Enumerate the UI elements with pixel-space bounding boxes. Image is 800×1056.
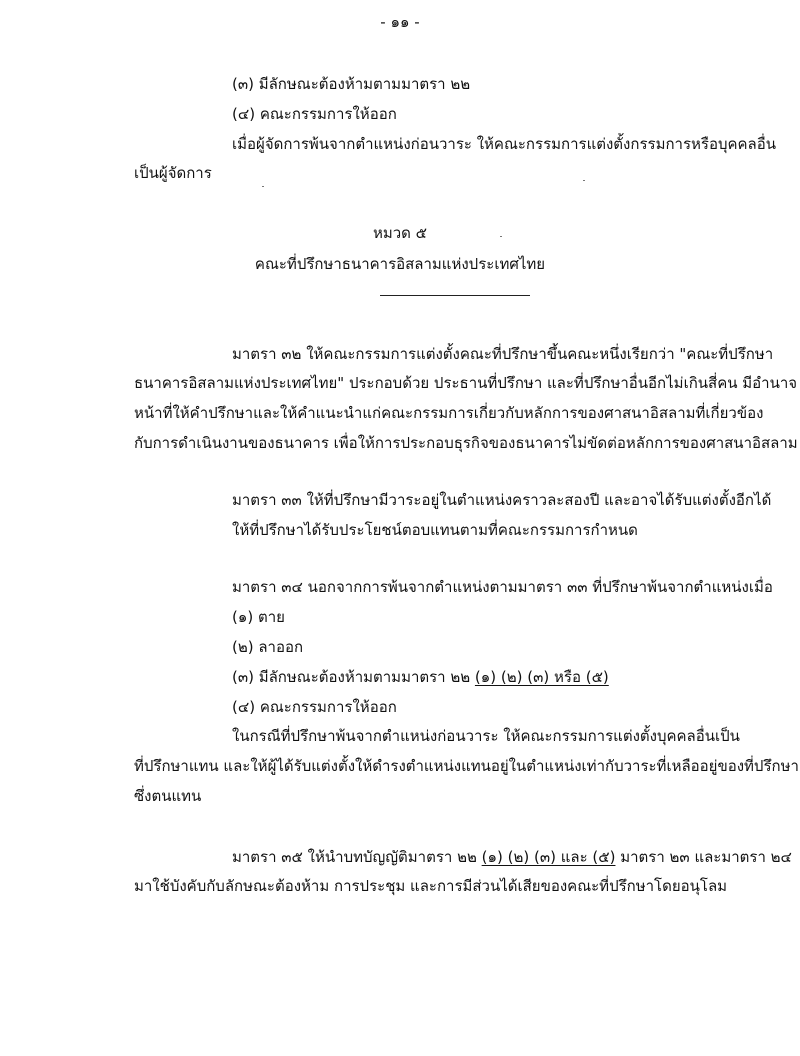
section-32-line: มาตรา ๓๒ ให้คณะกรรมการแต่งตั้งคณะที่ปรึกษาขึ้นคณะหนึ่งเรียกว่า "คณะที่ปรึกษา [232, 345, 774, 363]
chapter-heading: หมวด ๕ [372, 224, 428, 242]
paragraph-line: ที่ปรึกษาแทน และให้ผู้ได้รับแต่งตั้งให้ดำรงตำแหน่งแทนอยู่ในตำแหน่งเท่ากับวาระที่เหลืออยู่ของที่ปรึกษา [134, 757, 799, 775]
paragraph-line: ซึ่งตนแทน [134, 787, 202, 805]
list-item: (๔) คณะกรรมการให้ออก [232, 105, 397, 123]
underlined-clauses: (๑) (๒) (๓) หรือ (๕) [474, 668, 609, 686]
section-32-line: กับการดำเนินงานของธนาคาร เพื่อให้การประกอบธุรกิจของธนาคารไม่ขัดต่อหลักการของศาสนาอิสลาม [134, 434, 798, 452]
section-35-text: มาตรา ๓๕ ให้นำบทบัญญัติมาตรา ๒๒ [232, 848, 482, 866]
paragraph-line: ในกรณีที่ปรึกษาพ้นจากตำแหน่งก่อนวาระ ให้คณะกรรมการแต่งตั้งบุคคลอื่นเป็น [232, 727, 740, 745]
list-item [232, 667, 609, 687]
list-item: (๓) มีลักษณะต้องห้ามตามมาตรา ๒๒ [232, 75, 471, 93]
section-32-line: หน้าที่ให้คำปรึกษาและให้คำแนะนำแก่คณะกรรมการเกี่ยวกับหลักการของศาสนาอิสลามที่เกี่ยวข้อง [134, 404, 764, 422]
section-34-line: มาตรา ๓๔ นอกจากการพ้นจากตำแหน่งตามมาตรา ๓๓ ที่ปรึกษาพ้นจากตำแหน่งเมื่อ [232, 578, 773, 596]
list-item-text: (๓) มีลักษณะต้องห้ามตามมาตรา ๒๒ [232, 668, 475, 686]
underlined-clauses: (๑) (๒) (๓) และ (๕) [481, 848, 616, 866]
section-35-line: มาใช้บังคับกับลักษณะต้องห้าม การประชุม และการมีส่วนได้เสียของคณะที่ปรึกษาโดยอนุโลม [134, 877, 728, 895]
scan-speck [262, 186, 264, 187]
section-33-line: ให้ที่ปรึกษาได้รับประโยชน์ตอบแทนตามที่คณะกรรมการกำหนด [232, 521, 638, 539]
list-item: (๔) คณะกรรมการให้ออก [232, 698, 397, 716]
paragraph-line: เป็นผู้จัดการ [134, 164, 212, 182]
section-32-line: ธนาคารอิสลามแห่งประเทศไทย" ประกอบด้วย ประธานที่ปรึกษา และที่ปรึกษาอื่นอีกไม่เกินสี่คน มีอำนาจ [134, 374, 798, 392]
list-item: (๒) ลาออก [232, 638, 304, 656]
section-33-line: มาตรา ๓๓ ให้ที่ปรึกษามีวาระอยู่ในตำแหน่งคราวละสองปี และอาจได้รับแต่งตั้งอีกได้ [232, 491, 772, 509]
scan-speck [583, 180, 585, 181]
page-number: - ๑๑ - [380, 13, 420, 31]
list-item: (๑) ตาย [232, 608, 285, 626]
section-35-text: มาตรา ๒๓ และมาตรา ๒๔ [615, 848, 792, 866]
heading-divider [380, 295, 530, 296]
paragraph-line: เมื่อผู้จัดการพ้นจากตำแหน่งก่อนวาระ ให้คณะกรรมการแต่งตั้งกรรมการหรือบุคคลอื่น [232, 135, 777, 153]
section-35-line [232, 847, 792, 867]
chapter-title: คณะที่ปรึกษาธนาคารอิสลามแห่งประเทศไทย [254, 255, 546, 273]
scan-speck [500, 236, 502, 237]
